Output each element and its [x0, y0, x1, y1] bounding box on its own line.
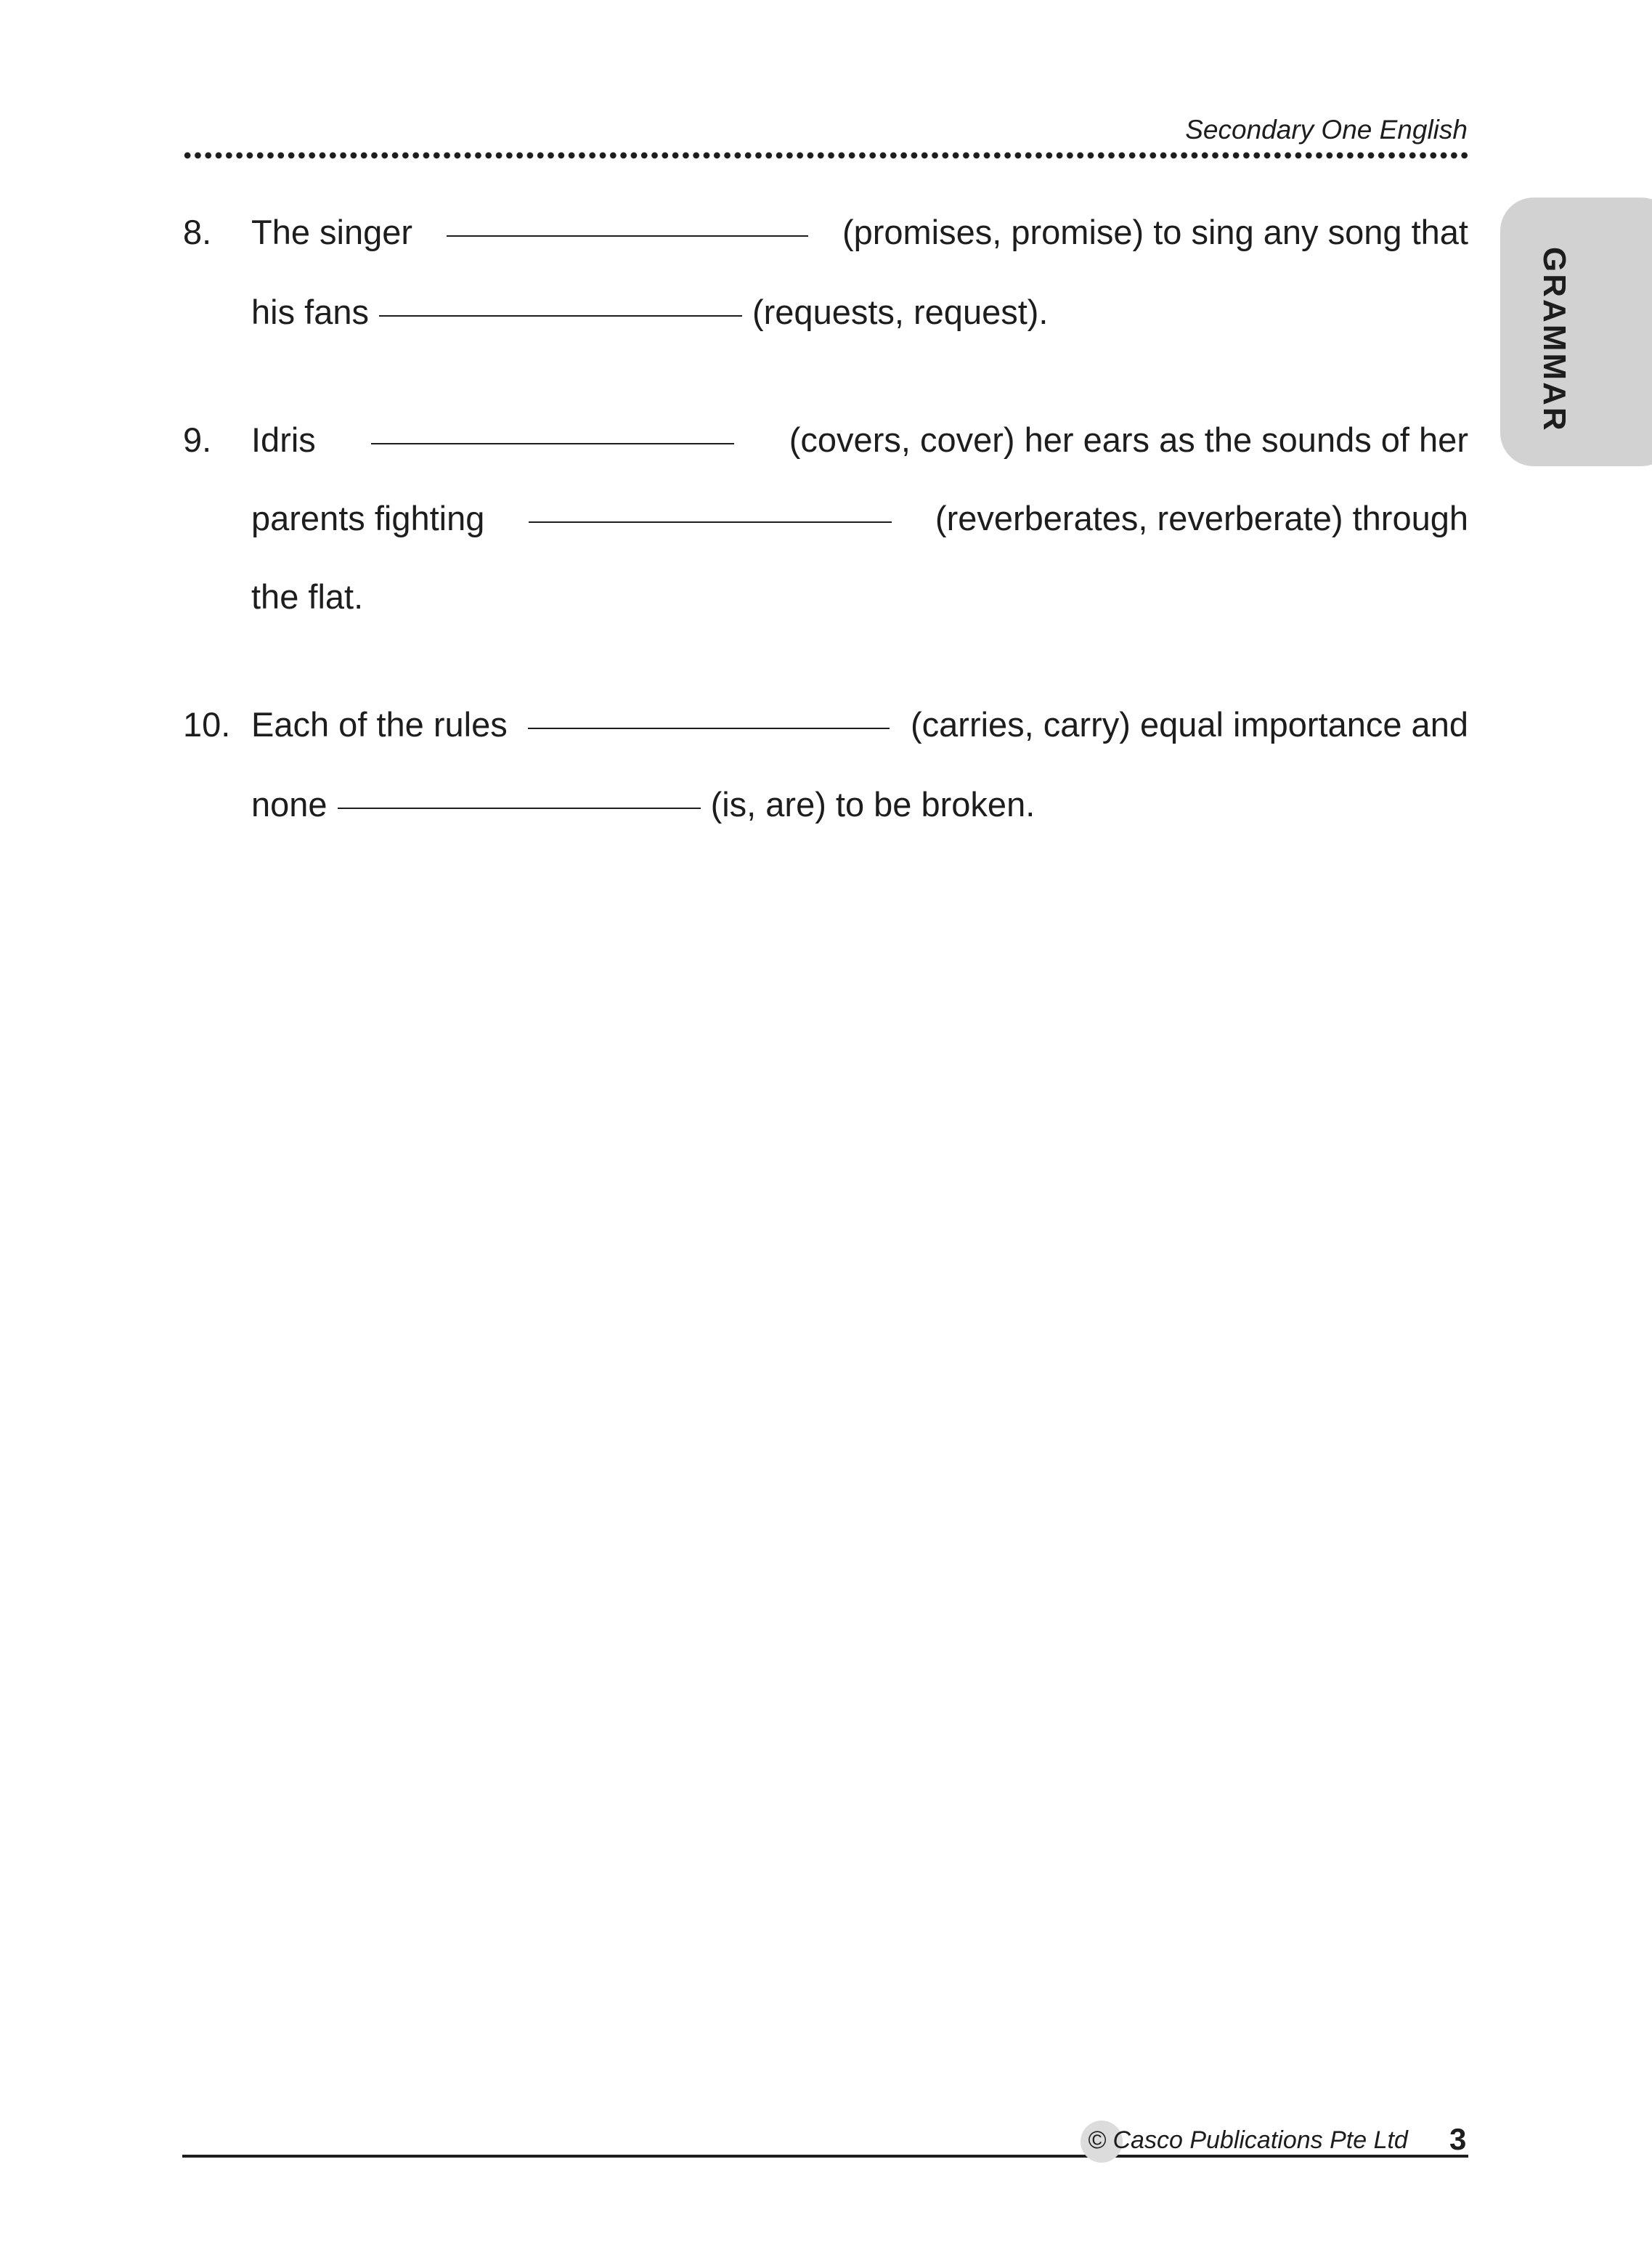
question-9-line-2: [251, 498, 1468, 538]
copyright-notice: © Casco Publications Pte Ltd: [1088, 2126, 1408, 2154]
question-10-line-1: [251, 704, 1468, 744]
question-number: 10.: [183, 705, 231, 744]
question-8-line-1: [251, 212, 1468, 252]
question-text: the flat.: [251, 577, 364, 616]
footer-divider: [182, 2155, 1468, 2158]
answer-blank[interactable]: [379, 315, 742, 317]
answer-blank[interactable]: [528, 728, 890, 729]
answer-options: (is, are) to be broken.: [710, 785, 1035, 824]
question-text: Idris: [251, 420, 316, 459]
question-8-line-2: [251, 292, 1468, 332]
question-number: 9.: [183, 420, 212, 459]
question-text: Each of the rules: [251, 705, 508, 744]
answer-options: (reverberates, reverberate) through: [935, 499, 1468, 537]
header-dotted-divider: [182, 151, 1468, 160]
question-9-line-1: [251, 420, 1468, 460]
answer-blank[interactable]: [447, 235, 808, 237]
question-text: his fans: [251, 293, 369, 331]
page-number: 3: [1449, 2122, 1467, 2156]
section-side-tab-label: GRAMMAR: [1537, 247, 1572, 433]
running-header: Secondary One English: [1185, 115, 1468, 145]
question-10-line-2: [251, 784, 1468, 824]
question-9-line-3: [251, 577, 1468, 617]
question-number: 8.: [183, 213, 212, 251]
answer-blank[interactable]: [371, 443, 734, 444]
answer-options: (carries, carry) equal importance and: [911, 705, 1468, 744]
answer-blank[interactable]: [529, 521, 892, 523]
question-text: parents fighting: [251, 499, 485, 537]
answer-options: (promises, promise) to sing any song that: [842, 213, 1468, 251]
question-text: none: [251, 785, 327, 824]
question-text: The singer: [251, 213, 413, 251]
answer-blank[interactable]: [338, 808, 701, 809]
answer-options: (requests, request).: [752, 293, 1049, 331]
answer-options: (covers, cover) her ears as the sounds of her: [789, 420, 1468, 459]
